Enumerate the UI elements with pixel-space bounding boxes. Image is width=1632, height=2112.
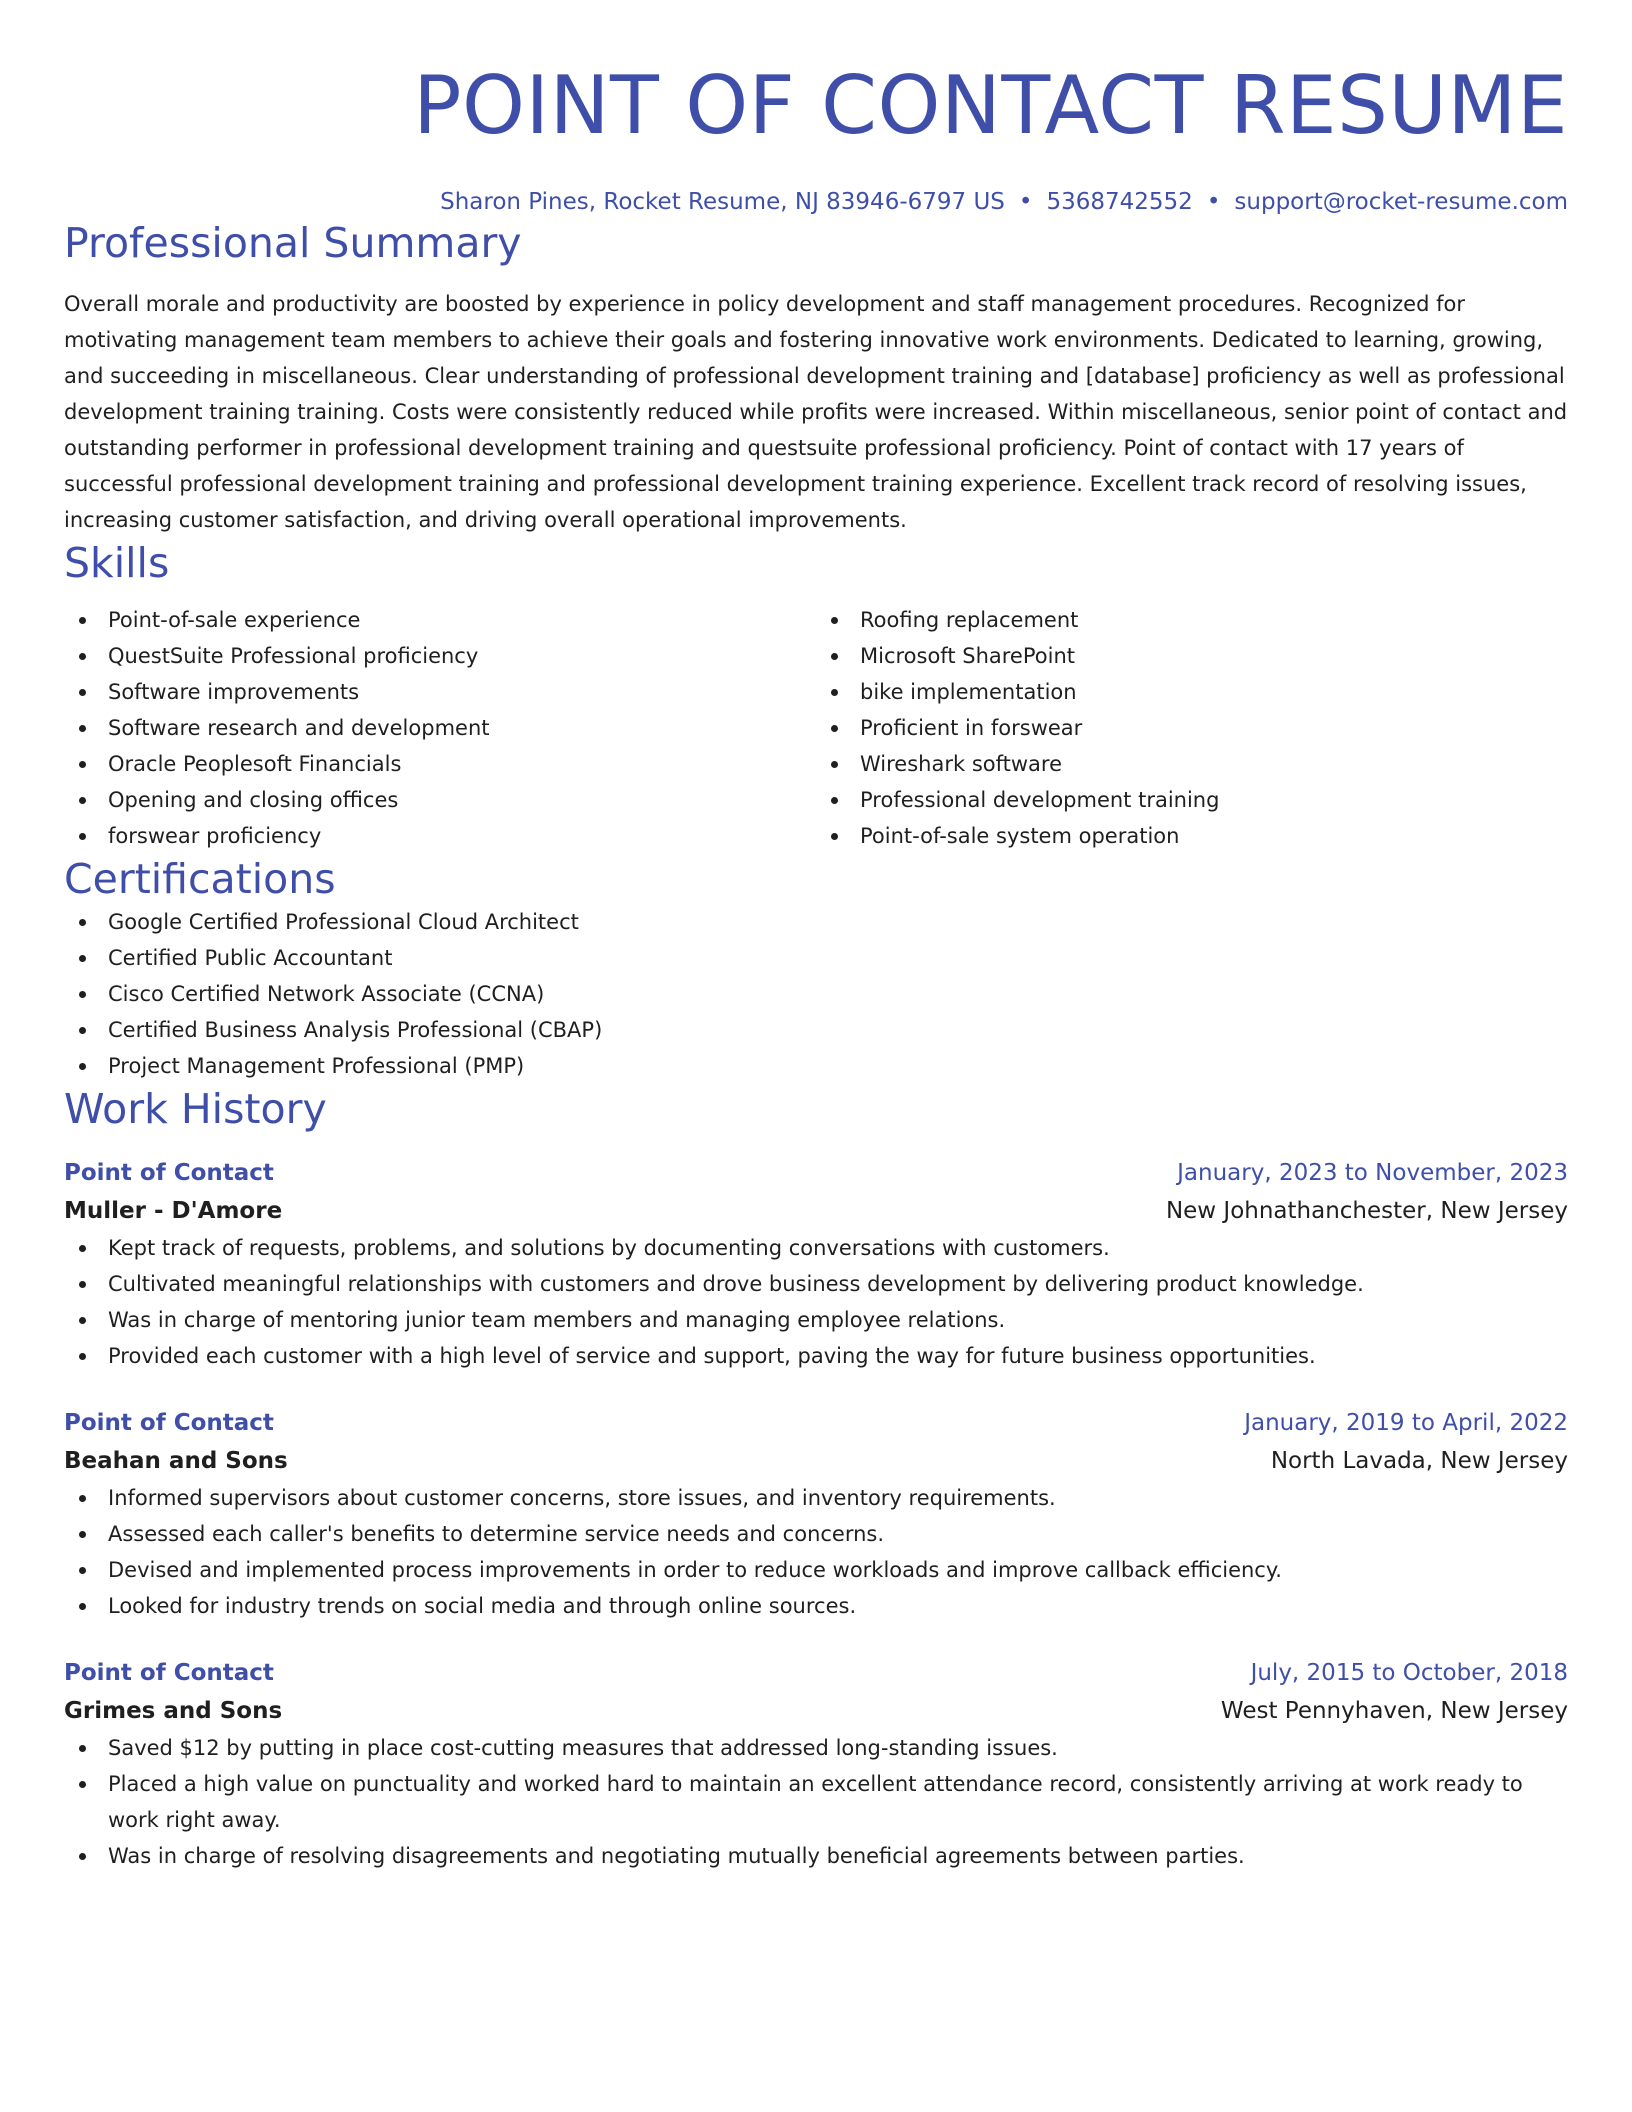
job-location: West Pennyhaven, New Jersey [1220,1698,1568,1724]
job-bullet: Looked for industry trends on social media and through online sources. [64,1588,1568,1624]
job-bullet: Kept track of requests, problems, and solutions by documenting conversations with customers. [64,1230,1568,1266]
summary-text: Overall morale and productivity are boosted by experience in policy development and staff management procedures. Recognized for motivating management team members to achieve their goals and fostering innovative work environments. Dedicated to learning, growing, and succeeding in miscellaneous. Clear understanding of professional development training and [database] proficiency as well as professional development training training. Costs were consistently reduced while profits were increased. Within miscellaneous, senior point of contact and outstanding performer in professional development training and questsuite professional proficiency. Point of contact with 17 years of successful professional development training and professional development training experience. Excellent track record of resolving issues, increasing customer satisfaction, and driving overall operational improvements. [64,292,1568,532]
skill-item: Software research and development [64,710,816,746]
skill-item: Professional development training [816,782,1568,818]
certifications-list [64,904,1568,1084]
skill-item: Point-of-sale experience [64,602,816,638]
job-bullets [64,1480,1568,1624]
skill-item: Opening and closing offices [64,782,816,818]
certification-item: Google Certified Professional Cloud Architect [64,904,1568,940]
job-header [64,1154,1568,1192]
job-header [64,1404,1568,1442]
work-history-heading: Work History [64,1085,327,1133]
contact-separator: • [1018,189,1033,215]
job-entry [64,1404,1568,1624]
contact-address: Sharon Pines, Rocket Resume, NJ 83946-6797 US [440,189,1005,215]
skills-list-left [64,602,816,854]
skill-item: bike implementation [816,674,1568,710]
skill-item: QuestSuite Professional proficiency [64,638,816,674]
job-location: North Lavada, New Jersey [1270,1448,1568,1474]
job-subheader [64,1692,1568,1730]
skill-item: Microsoft SharePoint [816,638,1568,674]
job-company: Grimes and Sons [64,1698,283,1724]
contact-separator: • [1206,189,1221,215]
skill-item: Point-of-sale system operation [816,818,1568,854]
summary-heading: Professional Summary [64,219,522,267]
contact-phone[interactable]: 5368742552 [1046,189,1193,215]
skill-item: forswear proficiency [64,818,816,854]
job-bullets [64,1730,1568,1874]
certification-item: Certified Public Accountant [64,940,1568,976]
skills-list-right [816,602,1568,854]
job-bullet: Assessed each caller's benefits to determine service needs and concerns. [64,1516,1568,1552]
resume-title: POINT OF CONTACT RESUME [413,59,1568,152]
job-title: Point of Contact [64,1410,274,1436]
job-dates: January, 2023 to November, 2023 [1177,1160,1568,1186]
job-bullet: Cultivated meaningful relationships with customers and drove business development by delivering product knowledge. [64,1266,1568,1302]
certification-item: Certified Business Analysis Professional (CBAP) [64,1012,1568,1048]
job-location: New Johnathanchester, New Jersey [1165,1198,1568,1224]
job-title: Point of Contact [64,1660,274,1686]
certifications-heading: Certifications [64,855,336,903]
job-bullets [64,1230,1568,1374]
job-bullet: Placed a high value on punctuality and worked hard to maintain an excellent attendance record, consistently arriving at work ready to work right away. [64,1766,1568,1838]
contact-email[interactable]: support@rocket-resume.com [1234,189,1568,215]
job-entry [64,1654,1568,1874]
job-bullet: Saved $12 by putting in place cost-cutting measures that addressed long-standing issues. [64,1730,1568,1766]
job-dates: January, 2019 to April, 2022 [1244,1410,1568,1436]
job-header [64,1654,1568,1692]
job-company: Beahan and Sons [64,1448,288,1474]
skill-item: Roofing replacement [816,602,1568,638]
job-company: Muller - D'Amore [64,1198,283,1224]
skills-heading: Skills [64,539,170,587]
job-dates: July, 2015 to October, 2018 [1250,1660,1568,1686]
skill-item: Proficient in forswear [816,710,1568,746]
job-bullet: Provided each customer with a high level of service and support, paving the way for future business opportunities. [64,1338,1568,1374]
skills-columns [64,602,1568,854]
skill-item: Oracle Peoplesoft Financials [64,746,816,782]
job-subheader [64,1442,1568,1480]
contact-line [64,186,1568,218]
skill-item: Software improvements [64,674,816,710]
certification-item: Project Management Professional (PMP) [64,1048,1568,1084]
job-title: Point of Contact [64,1160,274,1186]
job-bullet: Informed supervisors about customer concerns, store issues, and inventory requirements. [64,1480,1568,1516]
job-bullet: Was in charge of resolving disagreements and negotiating mutually beneficial agreements between parties. [64,1838,1568,1874]
job-entry [64,1154,1568,1374]
job-bullet: Devised and implemented process improvements in order to reduce workloads and improve callback efficiency. [64,1552,1568,1588]
job-subheader [64,1192,1568,1230]
job-bullet: Was in charge of mentoring junior team members and managing employee relations. [64,1302,1568,1338]
certification-item: Cisco Certified Network Associate (CCNA) [64,976,1568,1012]
skill-item: Wireshark software [816,746,1568,782]
